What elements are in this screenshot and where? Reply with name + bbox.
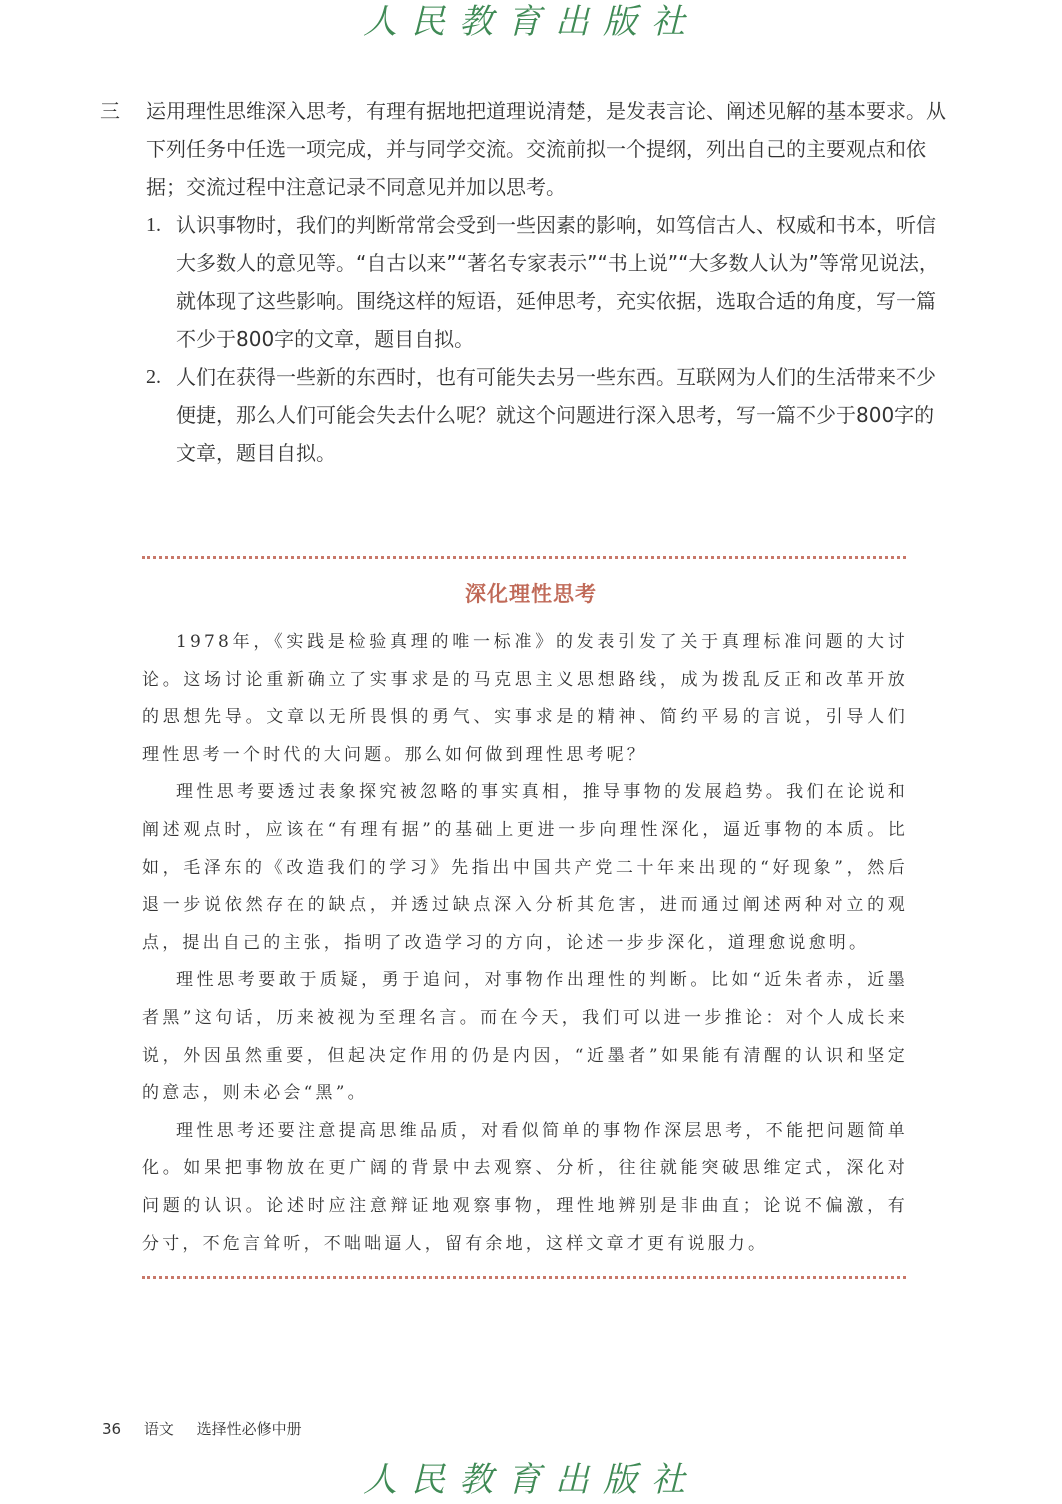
essay-paragraph: 理性思考要敢于质疑，勇于追问，对事物作出理性的判断。比如“近朱者赤，近墨者黑”这句话，历来被视为至理名言。而在今天，我们可以进一步推论：对个人成长来说，外因虽然重要，但起决定作用的仍是内因，“近墨者”如果能有清醒的认识和坚定的意志，则未必会“黑”。 — [142, 970, 908, 1104]
task-body — [146, 92, 950, 472]
option-number: 2. — [146, 366, 161, 388]
task-option-2 — [146, 358, 950, 472]
task-section — [100, 92, 960, 472]
essay-paragraph: 理性思考要透过表象探究被忽略的事实真相，推导事物的发展趋势。我们在论说和阐述观点时，应该在“有理有据”的基础上更进一步向理性深化，逼近事物的本质。比如，毛泽东的《改造我们的学习》先指出中国共产党二十年来出现的“好现象”，然后退一步说依然存在的缺点，并透过缺点深入分析其危害，进而通过阐述两种对立的观点，提出自己的主张，指明了改造学习的方向，论述一步步深化，道理愈说愈明。 — [142, 782, 908, 953]
task-intro: 运用理性思维深入思考，有理有据地把道理说清楚，是发表言论、阐述见解的基本要求。从下列任务中任选一项完成，并与同学交流。交流前拟一个提纲，列出自己的主要观点和依据；交流过程中注意记录不同意见并加以思考。 — [146, 99, 946, 199]
publisher-logo-top: 人民教育出版社 — [363, 2, 699, 42]
box-title: 深化理性思考 — [465, 582, 597, 606]
box-bottom-divider — [142, 1276, 906, 1279]
task-number: 三 — [100, 99, 120, 123]
task-options — [146, 206, 950, 472]
essay-paragraph: 1978年，《实践是检验真理的唯一标准》的发表引发了关于真理标准问题的大讨论。这场讨论重新确立了实事求是的马克思主义思想路线，成为拨乱反正和改革开放的思想先导。文章以无所畏惧的勇气、实事求是的精神、简约平易的言说，引导人们理性思考一个时代的大问题。那么如何做到理性思考呢？ — [142, 632, 908, 765]
box-essay — [142, 624, 908, 1263]
page-number: 36 — [102, 1420, 122, 1438]
option-text: 人们在获得一些新的东西时，也有可能失去另一些东西。互联网为人们的生活带来不少便捷，那么人们可能会失去什么呢？就这个问题进行深入思考，写一篇不少于800字的文章，题目自拟。 — [176, 365, 936, 465]
page-footer — [102, 1418, 320, 1439]
option-text: 认识事物时，我们的判断常常会受到一些因素的影响，如笃信古人、权威和书本，听信大多数人的意见等。“自古以来”“著名专家表示”“书上说”“大多数人认为”等常见说法，就体现了这些影响。围绕这样的短语，延伸思考，充实依据，选取合适的角度，写一篇不少于800字的文章，题目自拟。 — [176, 213, 939, 351]
box-top-divider — [142, 556, 906, 559]
book-subject: 语文 — [143, 1420, 174, 1438]
option-number: 1. — [146, 214, 161, 236]
task-option-1 — [146, 206, 950, 358]
essay-paragraph: 理性思考还要注意提高思维品质，对看似简单的事物作深层思考，不能把问题简单化。如果把事物放在更广阔的背景中去观察、分析，往往就能突破思维定式，深化对问题的认识。论述时应注意辩证地观察事物，理性地辨别是非曲直；论说不偏激，有分寸，不危言耸听，不咄咄逼人，留有余地，这样文章才更有说服力。 — [142, 1120, 908, 1254]
book-volume: 选择性必修中册 — [196, 1420, 302, 1438]
publisher-logo-bottom: 人民教育出版社 — [363, 1460, 699, 1500]
